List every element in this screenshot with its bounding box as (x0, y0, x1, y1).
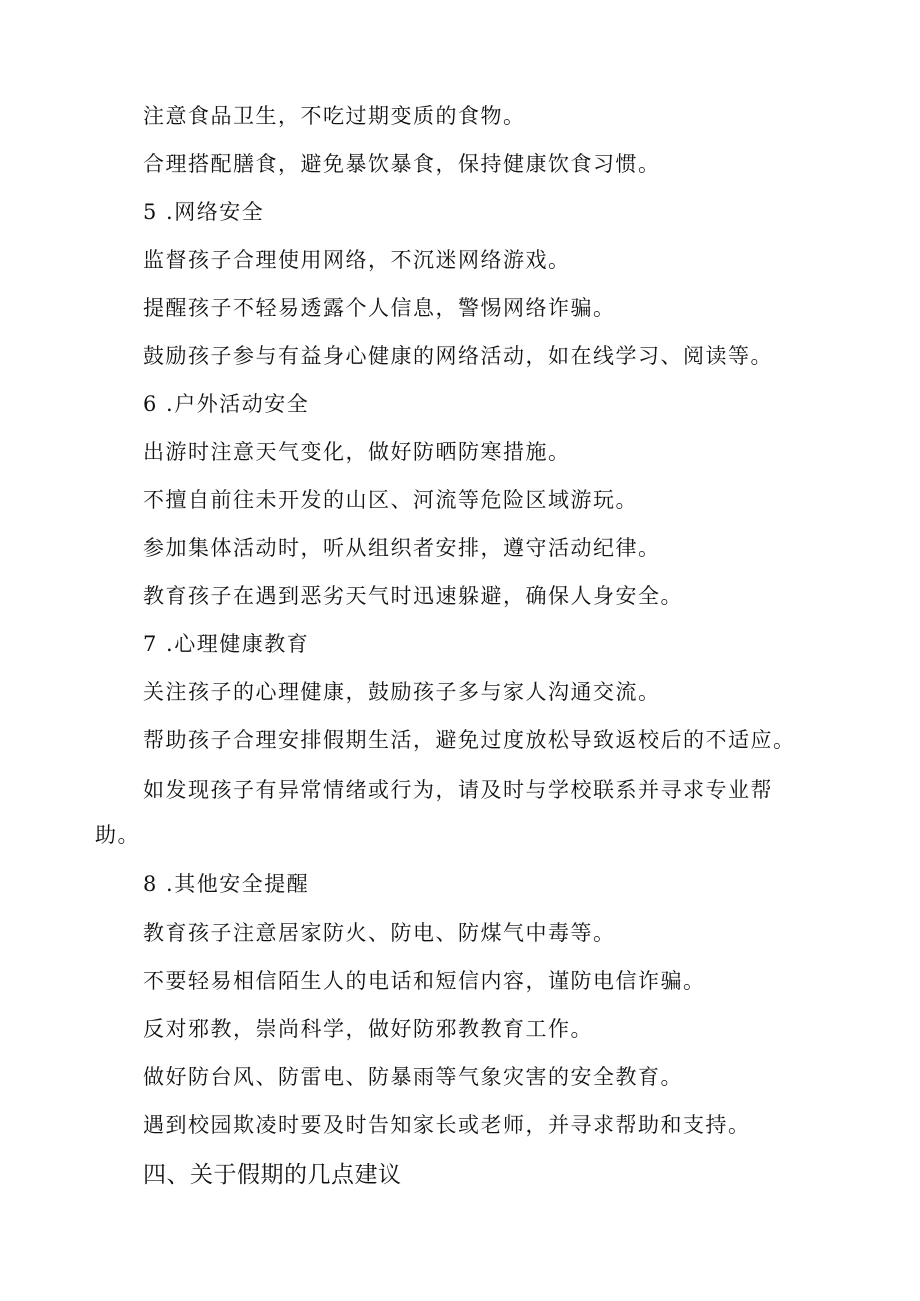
paragraph-abnormal-emotions-cont: 助。 (95, 823, 140, 847)
paragraph-balanced-diet: 合理搭配膳食，避免暴饮暴食，保持健康饮食习惯。 (143, 152, 661, 176)
paragraph-mental-health: 关注孩子的心理健康，鼓励孩子多与家人沟通交流。 (143, 680, 661, 704)
paragraph-healthy-online: 鼓励孩子参与有益身心健康的网络活动，如在线学习、阅读等。 (143, 344, 773, 368)
section-heading-holiday-suggestions: 四、关于假期的几点建议 (143, 1162, 402, 1188)
paragraph-anti-cult: 反对邪教，崇尚科学，做好防邪教教育工作。 (143, 1017, 593, 1041)
paragraph-group-activities: 参加集体活动时，听从组织者安排，遵守活动纪律。 (143, 536, 661, 560)
paragraph-bullying: 遇到校园欺凌时要及时告知家长或老师，并寻求帮助和支持。 (143, 1113, 751, 1137)
paragraph-dangerous-areas: 不擅自前往未开发的山区、河流等危险区域游玩。 (143, 488, 638, 512)
paragraph-supervise-network: 监督孩子合理使用网络，不沉迷网络游戏。 (143, 248, 571, 272)
paragraph-severe-weather: 教育孩子在遇到恶劣天气时迅速躲避，确保人身安全。 (143, 584, 683, 608)
subheading-network-safety: 5 .网络安全 (143, 200, 265, 224)
paragraph-personal-info: 提醒孩子不轻易透露个人信息，警惕网络诈骗。 (143, 296, 616, 320)
subheading-outdoor-safety: 6 .户外活动安全 (143, 392, 310, 416)
paragraph-weather-disasters: 做好防台风、防雷电、防暴雨等气象灾害的安全教育。 (143, 1065, 683, 1089)
paragraph-telecom-fraud: 不要轻易相信陌生人的电话和短信内容，谨防电信诈骗。 (143, 969, 706, 993)
subheading-other-safety: 8 .其他安全提醒 (143, 872, 310, 896)
paragraph-weather: 出游时注意天气变化，做好防晒防寒措施。 (143, 440, 571, 464)
paragraph-abnormal-emotions: 如发现孩子有异常情绪或行为，请及时与学校联系并寻求专业帮 (143, 778, 773, 802)
subheading-mental-health: 7 .心理健康教育 (143, 632, 310, 656)
paragraph-food-hygiene: 注意食品卫生，不吃过期变质的食物。 (143, 104, 526, 128)
paragraph-holiday-life: 帮助孩子合理安排假期生活，避免过度放松导致返校后的不适应。 (143, 728, 796, 752)
paragraph-home-fire: 教育孩子注意居家防火、防电、防煤气中毒等。 (143, 921, 616, 945)
